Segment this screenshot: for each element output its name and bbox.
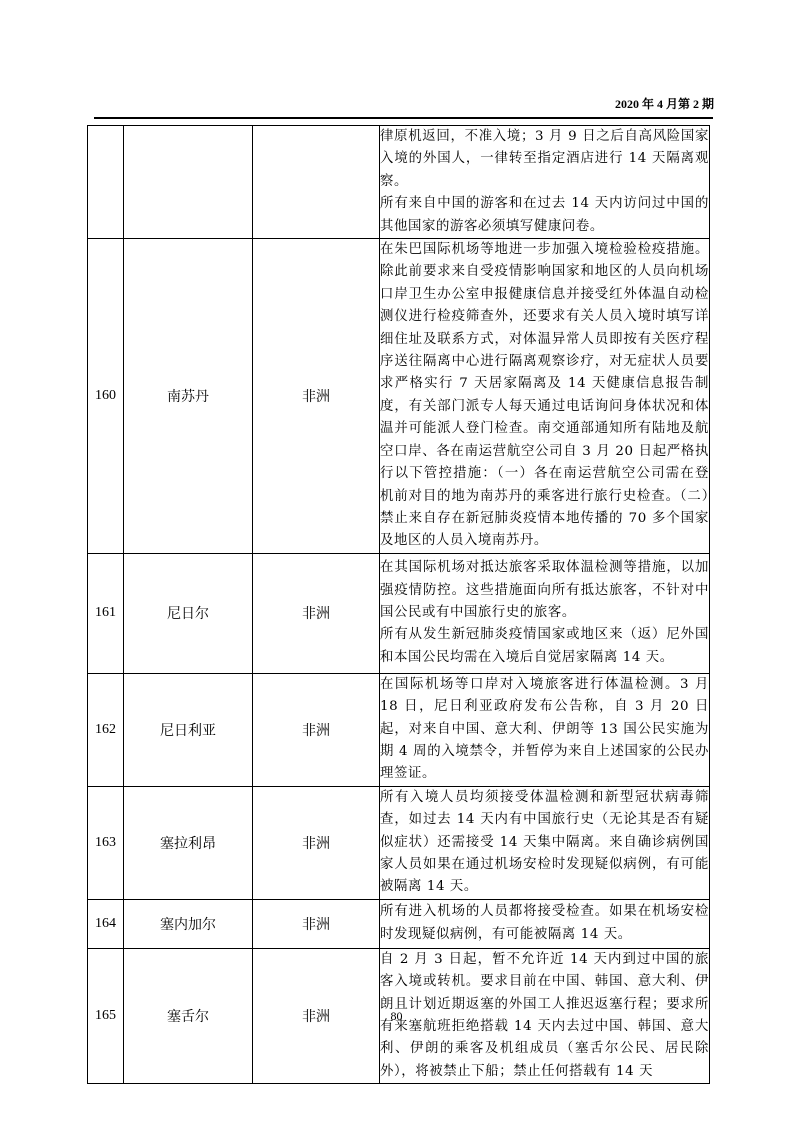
country-name: 南苏丹: [124, 239, 253, 554]
table-row: [88, 126, 710, 239]
country-name: 塞舌尔: [124, 948, 253, 1083]
region-name: 非洲: [253, 948, 380, 1083]
measures-cell: [380, 239, 710, 554]
measures-cell: [380, 126, 710, 239]
measures-cell: [380, 786, 710, 899]
table-row: [88, 553, 710, 673]
country-name: 塞内加尔: [124, 899, 253, 948]
measure-paragraph: 所有入境人员均须接受体温检测和新型冠状病毒筛查，如过去 14 天内有中国旅行史（无论其是否有疑似症状）还需接受 14 天集中隔离。来自确诊病例国家人员如果在通过机场安检时发现疑似病例，有可能被隔离 14 天。: [380, 789, 709, 895]
measure-paragraph: 所有从发生新冠肺炎疫情国家或地区来（返）尼外国和本国公民均需在入境后自觉居家隔离 14 天。: [380, 627, 709, 665]
region-name: 非洲: [253, 899, 380, 948]
page-number: 80: [390, 1009, 403, 1023]
measure-paragraph: 律原机返回，不准入境；3 月 9 日之后自高风险国家入境的外国人，一律转至指定酒店进行 14 天隔离观察。: [380, 129, 709, 189]
country-name: 尼日利亚: [124, 673, 253, 786]
measures-cell: [380, 899, 710, 948]
row-number: 163: [88, 786, 124, 899]
table-row: [88, 673, 710, 786]
row-number: 165: [88, 948, 124, 1083]
country-name: [124, 126, 253, 239]
measure-paragraph: 自 2 月 3 日起，暂不允许近 14 天内到过中国的旅客入境或转机。要求目前在中国、韩国、意大利、伊朗且计划近期返塞的外国工人推迟返塞行程；要求所有来塞航班拒绝搭载 14 天内去过中国、韩国、意大利、伊朗的乘客及机组成员（塞舌尔公民、居民除外），将被禁止下船；禁止任何搭载有 14 天: [380, 951, 709, 1079]
region-name: [253, 126, 380, 239]
country-name: 塞拉利昂: [124, 786, 253, 899]
region-name: 非洲: [253, 553, 380, 673]
journal-issue-header: 2020 年 4 月第 2 期: [614, 97, 714, 111]
measures-cell: [380, 553, 710, 673]
measures-cell: [380, 673, 710, 786]
row-number: 162: [88, 673, 124, 786]
row-number: 160: [88, 239, 124, 554]
country-name: 尼日尔: [124, 553, 253, 673]
region-name: 非洲: [253, 786, 380, 899]
row-number: [88, 126, 124, 239]
table-row: [88, 899, 710, 948]
table-row: [88, 239, 710, 554]
measure-paragraph: 所有进入机场的人员都将接受检查。如果在机场安检时发现疑似病例，有可能被隔离 14 天。: [380, 904, 709, 942]
header-rule: [94, 117, 713, 119]
measure-paragraph: 所有来自中国的游客和在过去 14 天内访问过中国的其他国家的游客必须填写健康问卷。: [380, 196, 709, 234]
measure-paragraph: 在朱巴国际机场等地进一步加强入境检验检疫措施。除此前要求来自受疫情影响国家和地区的人员向机场口岸卫生办公室申报健康信息并接受红外体温自动检测仪进行检疫筛查外，还要求有关人员入境时填写详细住址及联系方式，对体温异常人员即按有关医疗程序送往隔离中心进行隔离观察诊疗，对无症状人员要求严格实行 7 天居家隔离及 14 天健康信息报告制度，有关部门派专人每天通过电话询问身体状况和体温并可能派人登门检查。南交通部通知所有陆地及航空口岸、各在南运营航空公司自 3 月 20 日起严格执行以下管控措施：（一）各在南运营航空公司需在登机前对目的地为南苏丹的乘客进行旅行史检查。（二）禁止来自存在新冠肺炎疫情本地传播的 70 多个国家及地区的人员入境南苏丹。: [380, 242, 709, 549]
row-number: 161: [88, 553, 124, 673]
measure-paragraph: 在国际机场等口岸对入境旅客进行体温检测。3 月 18 日，尼日利亚政府发布公告称，自 3 月 20 日起，对来自中国、意大利、伊朗等 13 国公民实施为期 4 周的入境禁令，并暂停为来自上述国家的公民办理签证。: [380, 676, 709, 782]
table-row: [88, 786, 710, 899]
region-name: 非洲: [253, 673, 380, 786]
measure-paragraph: 在其国际机场对抵达旅客采取体温检测等措施，以加强疫情防控。这些措施面向所有抵达旅客，不针对中国公民或有中国旅行史的旅客。: [380, 560, 709, 621]
region-name: 非洲: [253, 239, 380, 554]
country-measures-table: [87, 125, 710, 1084]
row-number: 164: [88, 899, 124, 948]
